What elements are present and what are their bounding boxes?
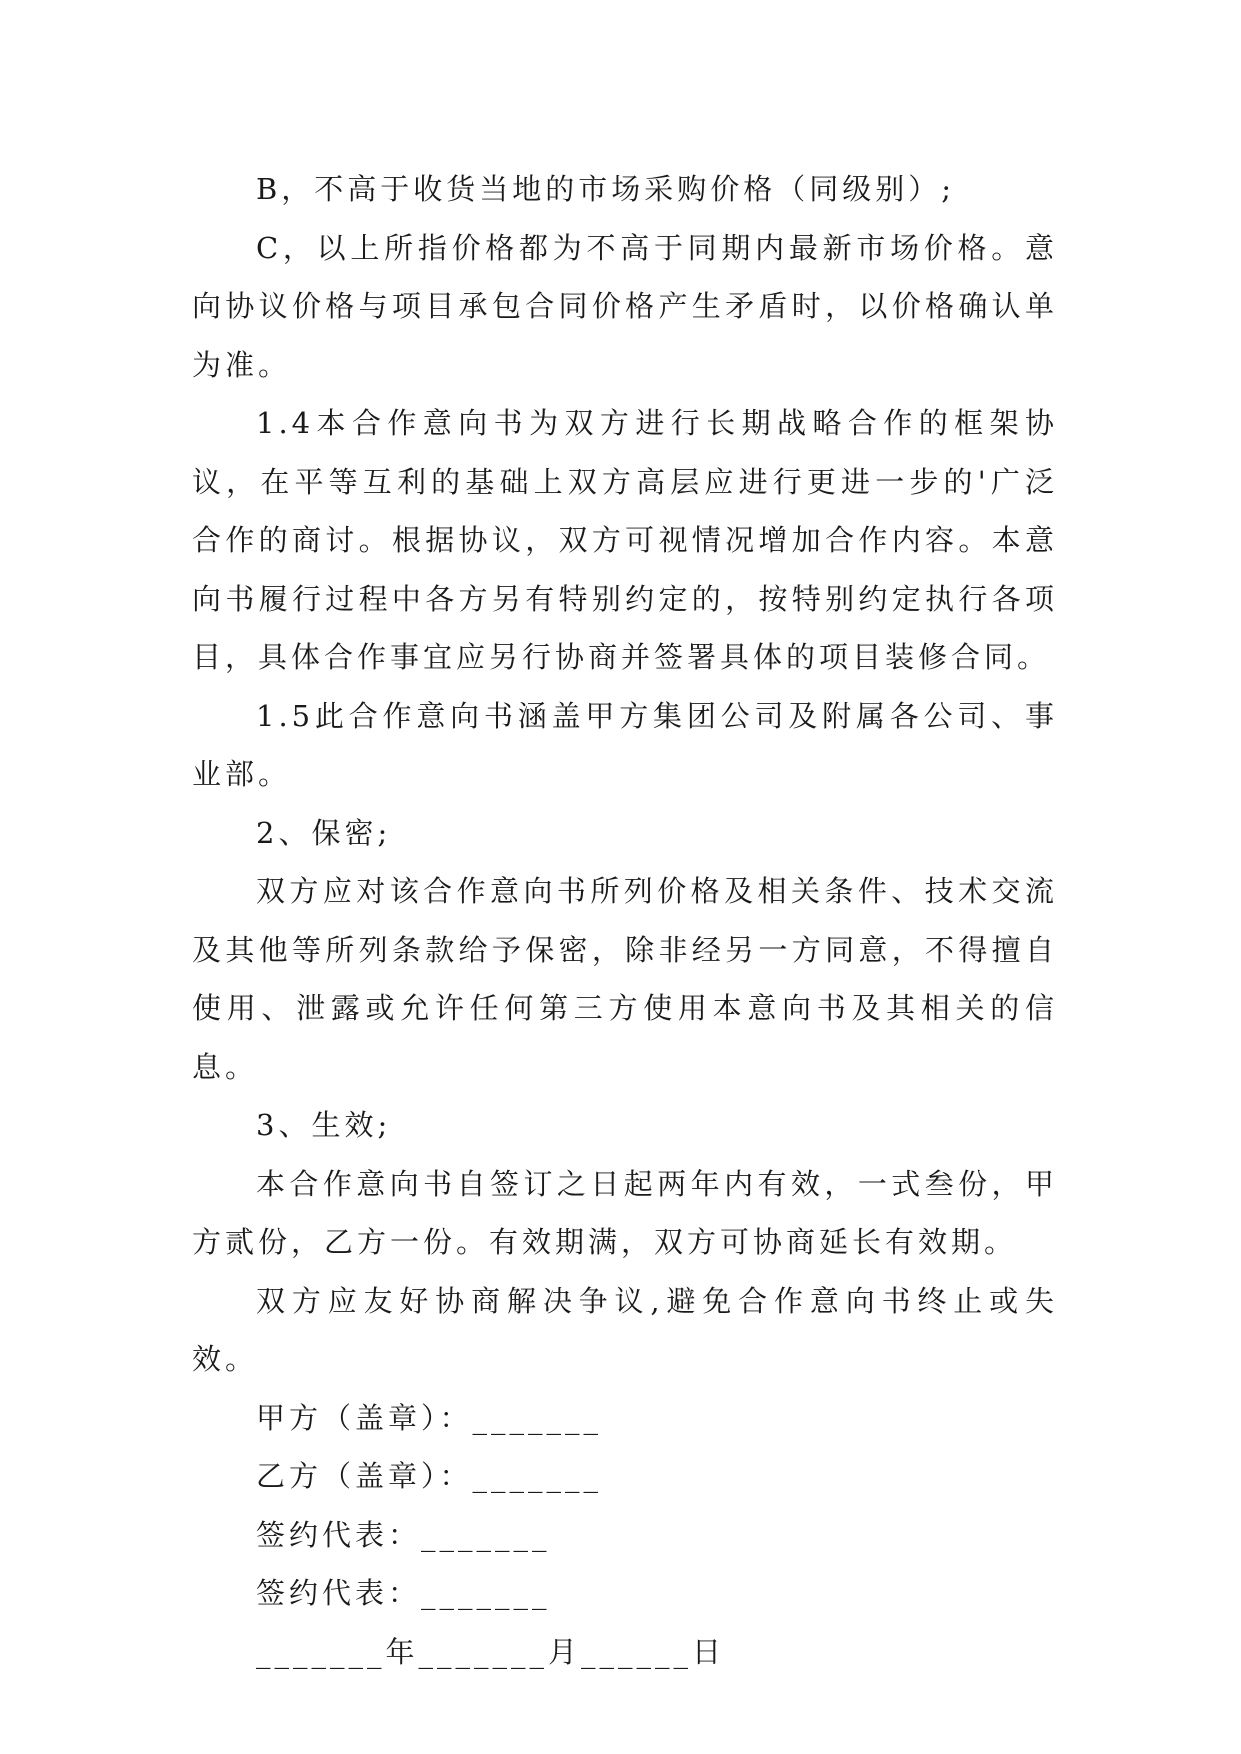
document-body	[192, 160, 1058, 1681]
dispute-text: 双方应友好协商解决争议,避免合作意向书终止或失效。	[192, 1283, 1058, 1376]
confidentiality-text: 双方应对该合作意向书所列价格及相关条件、技术交流及其他等所列条款给予保密，除非经另一方同意，不得擅自使用、泄露或允许任何第三方使用本意向书及其相关的信息。	[192, 874, 1058, 1084]
section-2-heading: 2、保密;	[256, 815, 392, 850]
representative-line-1: 签约代表：_______	[256, 1517, 551, 1552]
validity-text: 本合作意向书自签订之日起两年内有效，一式叁份，甲方贰份，乙方一份。有效期满，双方可协商延长有效期。	[192, 1166, 1058, 1259]
date-line: _______年_______月______日	[256, 1634, 726, 1669]
representative-line-2: 签约代表：_______	[256, 1576, 551, 1610]
clause-c-price: C，以上所指价格都为不高于同期内最新市场价格。意向协议价格与项目承包合同价格产生矛盾时，以价格确认单为准。	[192, 230, 1058, 382]
clause-b-price: B，不高于收货当地的市场采购价格（同级别）;	[256, 172, 956, 206]
section-3-heading: 3、生效;	[256, 1108, 392, 1142]
party-b-seal-line: 乙方（盖章）：_______	[256, 1459, 603, 1493]
clause-1-4-framework: 1.4本合作意向书为双方进行长期战略合作的框架协议，在平等互利的基础上双方高层应进行更进一步的'广泛合作的商讨。根据协议，双方可视情况增加合作内容。本意向书履行过程中各方另有特别约定的，按特别约定执行各项目，具体合作事宜应另行协商并签署具体的项目装修合同。	[192, 406, 1058, 674]
party-a-seal-line: 甲方（盖章）：_______	[256, 1400, 603, 1435]
clause-1-5-scope: 1.5此合作意向书涵盖甲方集团公司及附属各公司、事业部。	[192, 698, 1058, 791]
